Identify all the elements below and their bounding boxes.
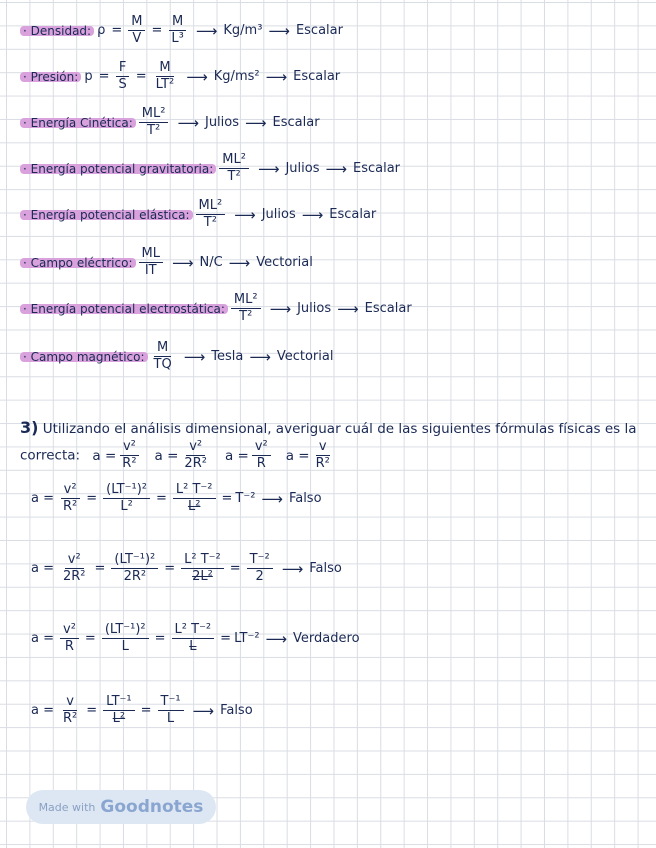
fraction: $\frac{\text{(LT⁻¹)²}}{\text{L²}}$ xyxy=(103,482,150,515)
lhs: a = xyxy=(31,561,54,576)
arrow: ⟶ xyxy=(269,299,292,318)
fraction: $\frac{\text{T⁻¹}}{L}$ xyxy=(158,694,184,727)
badge-made-text: Made with xyxy=(38,800,96,814)
unit: Julios xyxy=(285,161,320,176)
fraction: $\frac{\text{ML²}}{\text{T²}}$ xyxy=(231,292,261,325)
magnitude-name: · Presión: xyxy=(20,72,81,82)
fraction: $\frac{\text{L² T⁻²}}{L}$ xyxy=(172,622,215,655)
magnitude-type: Escalar xyxy=(364,301,412,316)
magnitude-row xyxy=(20,106,320,139)
magnitude-type: Escalar xyxy=(353,161,401,176)
arrow: ⟶ xyxy=(301,205,324,224)
arrow: ⟶ xyxy=(325,159,347,178)
equals: = xyxy=(135,69,147,84)
magnitude-row xyxy=(20,198,376,231)
magnitude-type: Vectorial xyxy=(256,255,313,270)
arrow: ⟶ xyxy=(245,113,267,132)
arrow: ⟶ xyxy=(268,21,290,40)
magnitude-type: Escalar xyxy=(295,23,343,38)
fraction: $\frac{v}{\text{R²}}$ xyxy=(63,694,78,726)
fraction: $\frac{\text{L² T⁻²}}{\text{2L²}}$ xyxy=(181,552,224,585)
verdict: Falso xyxy=(220,703,253,718)
unit: Kg/ms² xyxy=(213,69,260,84)
equals: = xyxy=(229,561,241,576)
solution-row xyxy=(28,552,342,585)
fraction: $\frac{\text{L² T⁻²}}{\text{L²}}$ xyxy=(173,482,216,515)
arrow: ⟶ xyxy=(257,159,280,178)
lhs: a = xyxy=(31,703,54,718)
arrow: ⟶ xyxy=(265,629,288,648)
fraction: $\frac{M}{\text{L³}}$ xyxy=(168,14,186,47)
unit: Julios xyxy=(261,207,296,222)
fraction: $\frac{\text{T⁻²}}{2}$ xyxy=(247,552,273,585)
fraction: $\frac{ML}{IT}$ xyxy=(139,246,163,279)
option-fraction: $\frac{\text{v²}}{R}$ xyxy=(252,439,271,472)
magnitude-row xyxy=(20,340,333,373)
fraction: $\frac{M}{\text{LT²}}$ xyxy=(155,60,175,92)
fraction: $\frac{\text{ML²}}{\text{T²}}$ xyxy=(139,106,169,139)
equals: = xyxy=(111,23,123,38)
option-fraction: $\frac{\text{v²}}{\text{2R²}}$ xyxy=(184,439,207,471)
magnitude-type: Escalar xyxy=(272,115,320,130)
option-fraction: $\frac{\text{v²}}{\text{R²}}$ xyxy=(119,439,139,472)
made-with-goodnotes-badge[interactable] xyxy=(26,790,216,824)
magnitude-row xyxy=(20,152,400,185)
equals: = xyxy=(155,491,167,506)
fraction: $\frac{\text{v²}}{\text{R²}}$ xyxy=(60,482,80,515)
arrow: ⟶ xyxy=(195,21,218,40)
result: LT⁻² xyxy=(234,631,260,646)
arrow: ⟶ xyxy=(183,347,206,366)
equals: = xyxy=(151,23,163,38)
fraction: $\frac{\text{(LT⁻¹)²}}{L}$ xyxy=(102,622,149,655)
arrow: ⟶ xyxy=(261,489,283,508)
equals: = xyxy=(94,561,106,576)
magnitude-name: · Energía potencial gravitatoria: xyxy=(20,164,216,174)
magnitude-name: · Densidad: xyxy=(20,26,94,36)
symbol: p xyxy=(84,69,93,84)
equals: = xyxy=(221,491,233,506)
arrow: ⟶ xyxy=(281,559,304,578)
lhs: a = xyxy=(31,631,54,646)
arrow: ⟶ xyxy=(192,701,215,720)
magnitude-type: Vectorial xyxy=(276,349,334,364)
fraction: $\frac{\text{(LT⁻¹)²}}{\text{2R²}}$ xyxy=(111,552,158,585)
verdict: Falso xyxy=(288,491,322,506)
fraction: $\frac{\text{LT⁻¹}}{\text{L²}}$ xyxy=(103,694,134,727)
option-fraction: $\frac{v}{\text{R²}}$ xyxy=(315,439,330,471)
fraction: $\frac{\text{ML²}}{\text{T²}}$ xyxy=(196,198,226,231)
equals: = xyxy=(84,631,96,646)
magnitude-name: · Energía Cinética: xyxy=(20,118,136,128)
magnitude-name: · Energía potencial elástica: xyxy=(20,210,193,220)
unit: N/C xyxy=(199,255,223,270)
verdict: Verdadero xyxy=(293,631,360,646)
fraction: $\frac{M}{V}$ xyxy=(128,14,145,47)
magnitude-name: · Campo magnético: xyxy=(20,352,148,362)
fraction: $\frac{M}{TQ}$ xyxy=(153,340,172,372)
arrow: ⟶ xyxy=(337,299,359,318)
equals: = xyxy=(86,491,98,506)
fraction: $\frac{\text{v²}}{R}$ xyxy=(60,622,79,655)
equals: = xyxy=(220,631,232,646)
arrow: ⟶ xyxy=(177,113,199,132)
arrow: ⟶ xyxy=(171,253,194,272)
verdict: Falso xyxy=(309,561,342,576)
arrow: ⟶ xyxy=(249,347,271,366)
problem-text: Utilizando el análisis dimensional, averiguar cuál de las siguientes fórmulas físicas es la correcta: xyxy=(20,421,637,464)
arrow: ⟶ xyxy=(265,67,288,86)
options xyxy=(84,439,335,472)
equals: = xyxy=(86,703,98,718)
magnitude-type: Escalar xyxy=(329,207,377,222)
fraction: $\frac{\text{ML²}}{\text{T²}}$ xyxy=(219,152,249,185)
option-lhs: a = xyxy=(285,447,310,464)
equals: = xyxy=(164,561,176,576)
option-lhs: a = xyxy=(224,447,249,464)
magnitude-row xyxy=(20,292,412,325)
magnitude-type: Escalar xyxy=(293,69,341,84)
equals: = xyxy=(140,703,152,718)
arrow: ⟶ xyxy=(228,253,251,272)
magnitude-name: · Campo eléctrico: xyxy=(20,258,136,268)
goodnotes-logo: Goodnotes xyxy=(100,797,204,817)
magnitude-name: · Energía potencial electrostática: xyxy=(20,304,228,314)
fraction: $\frac{\text{v²}}{\text{2R²}}$ xyxy=(63,552,86,584)
magnitude-row xyxy=(20,14,343,47)
option-lhs: a = xyxy=(154,447,179,464)
unit: Tesla xyxy=(211,349,244,364)
arrow: ⟶ xyxy=(234,205,256,224)
unit: Julios xyxy=(204,115,240,130)
symbol: ρ xyxy=(97,23,106,38)
equals: = xyxy=(154,631,166,646)
problem-number: 3) xyxy=(20,418,39,437)
result: T⁻² xyxy=(235,491,256,506)
unit: Kg/m³ xyxy=(223,23,263,38)
option-lhs: a = xyxy=(92,447,117,464)
solution-row xyxy=(28,694,253,727)
fraction: $\frac{F}{S}$ xyxy=(115,60,129,93)
equals: = xyxy=(98,69,110,84)
lhs: a = xyxy=(31,491,54,506)
magnitude-row xyxy=(20,60,340,93)
solution-row xyxy=(28,482,322,515)
problem-statement xyxy=(20,418,640,472)
arrow: ⟶ xyxy=(186,67,208,86)
magnitude-row xyxy=(20,246,313,279)
solution-row xyxy=(28,622,360,655)
unit: Julios xyxy=(297,301,332,316)
